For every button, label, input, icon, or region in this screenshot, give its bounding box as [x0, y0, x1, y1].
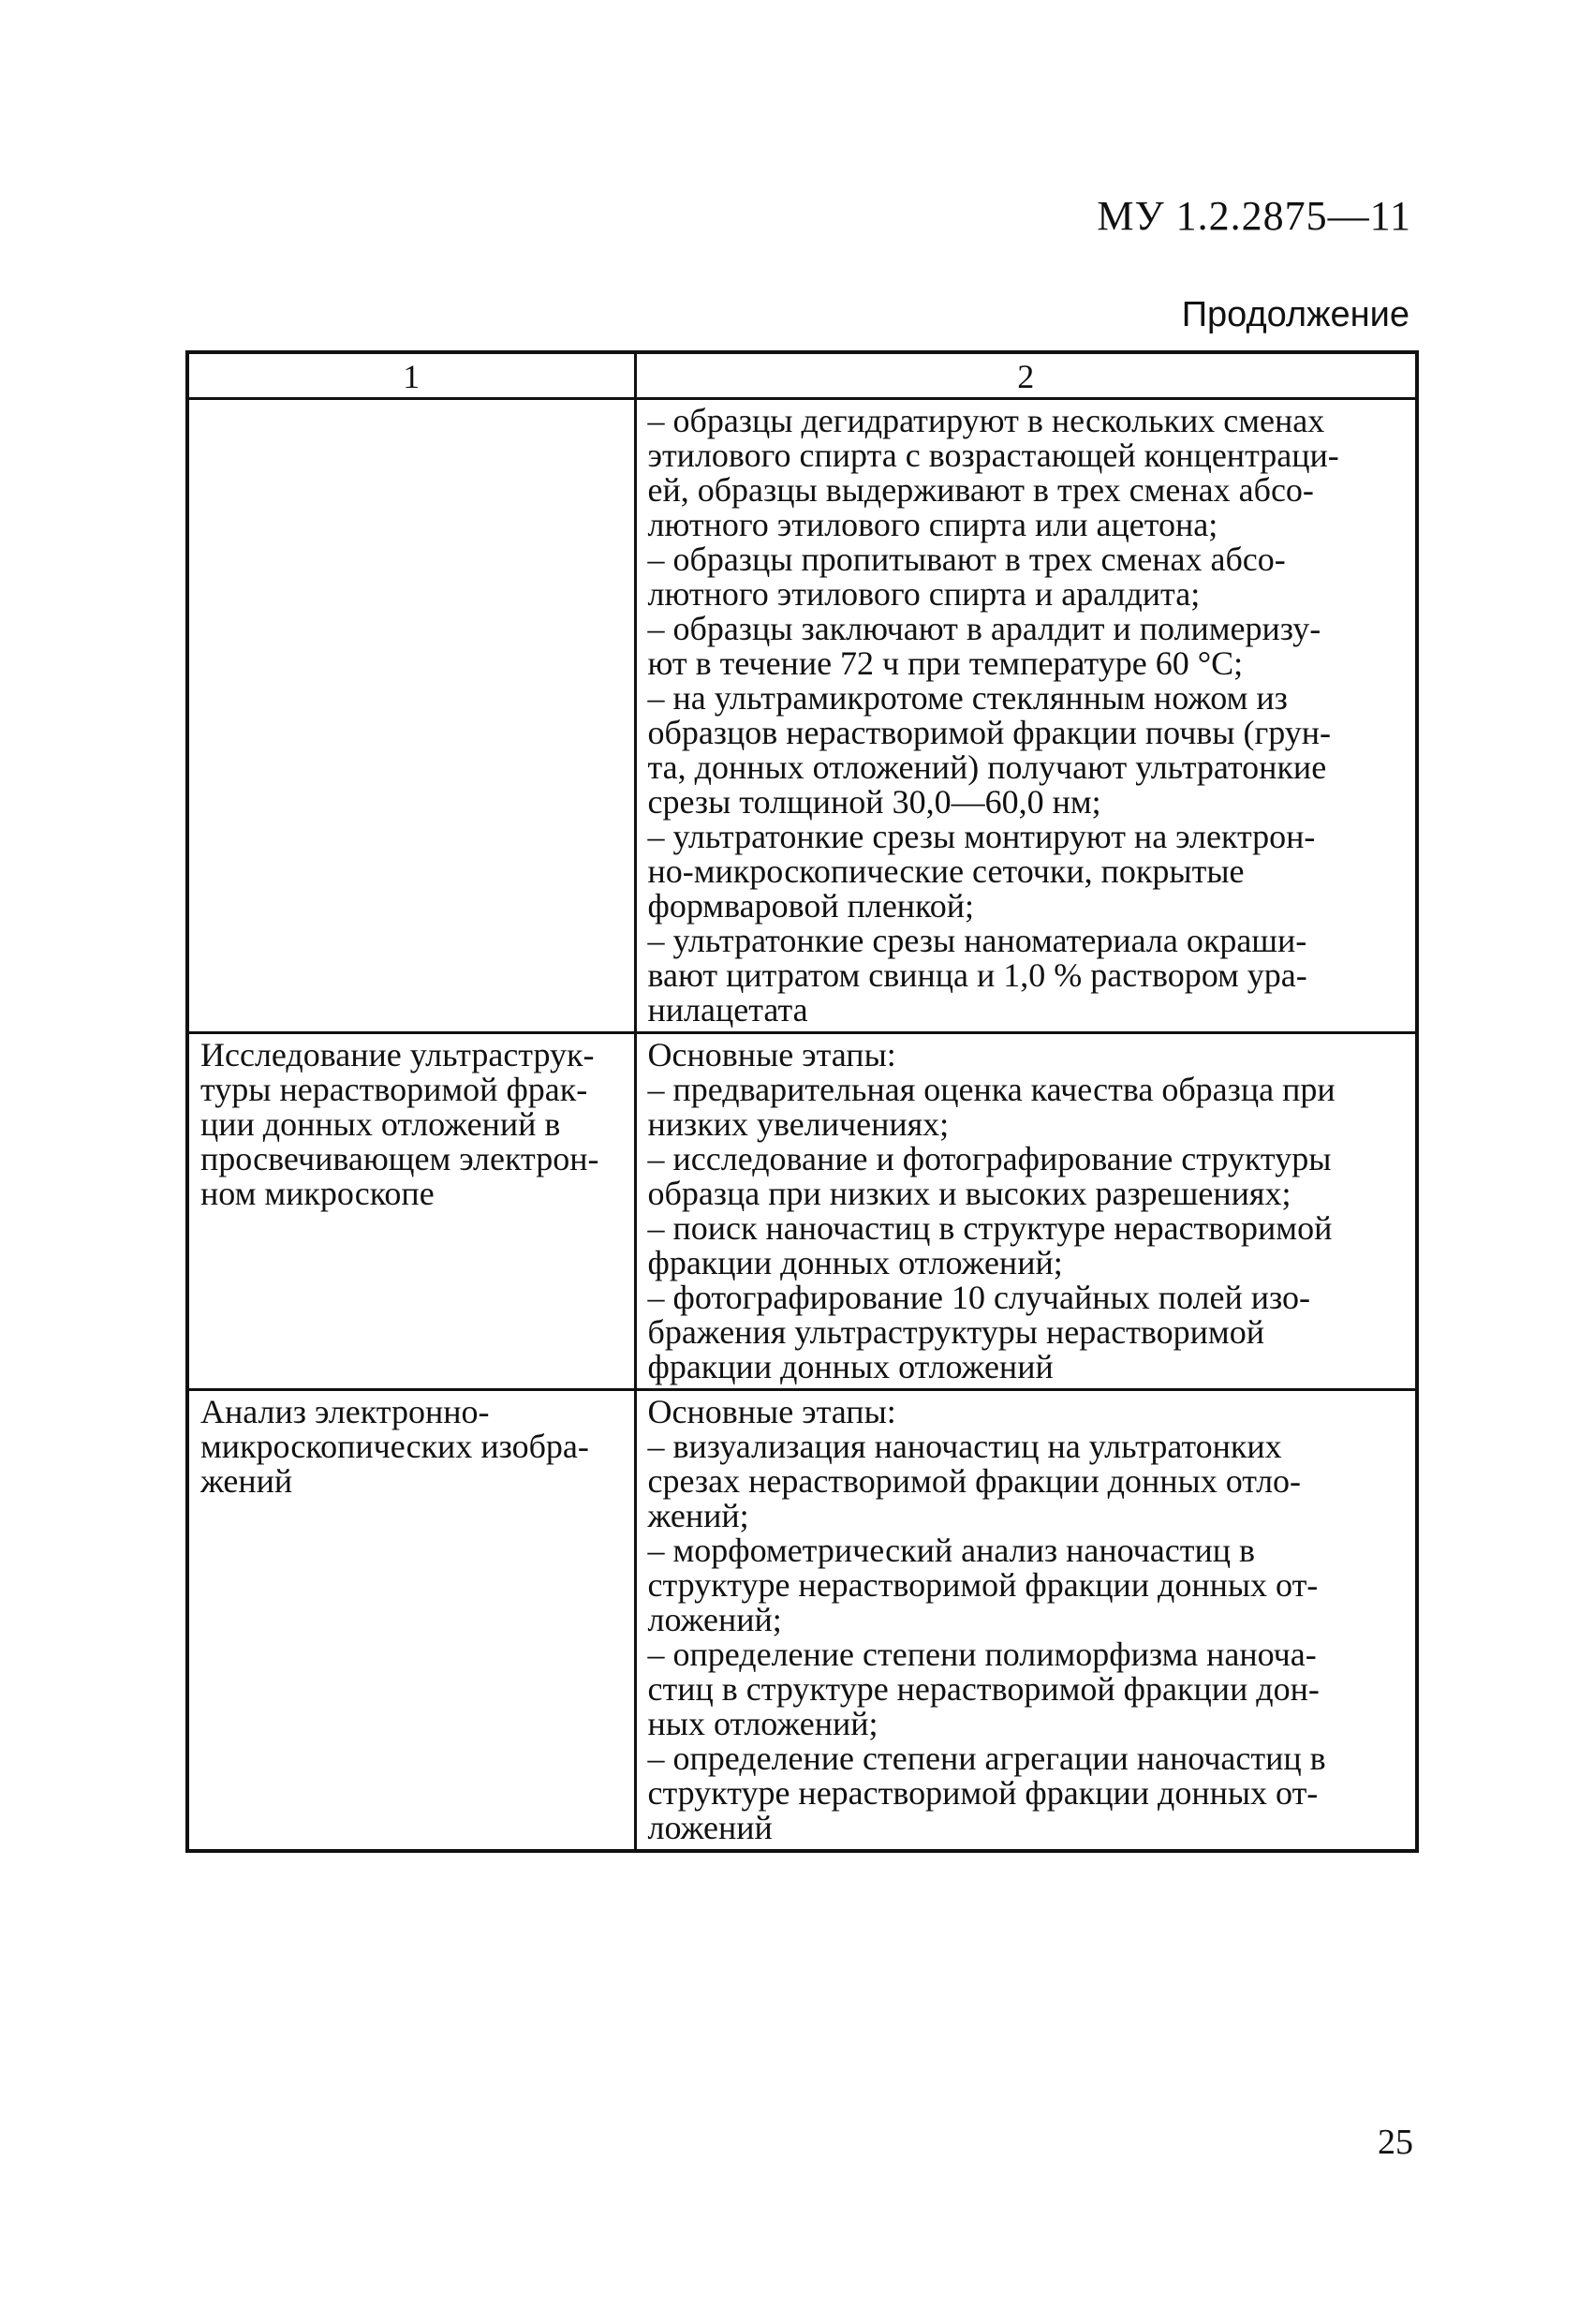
cell-text-line: – образцы пропитывают в трех сменах абсо-	[647, 540, 1286, 578]
cell-text-line: лютного этилового спирта или ацетона;	[647, 506, 1218, 543]
cell-text-line: лютного этилового спирта и аралдита;	[647, 575, 1201, 613]
cell-text-line: – фотографирование 10 случайных полей изо-	[647, 1279, 1310, 1316]
cell-text-line: этилового спирта с возрастающей концентраци-	[647, 437, 1339, 474]
cell-text-line: формваровой пленкой;	[647, 887, 974, 925]
cell-text-line: фракции донных отложений;	[647, 1244, 1063, 1281]
cell-text-line: фракции донных отложений	[647, 1348, 1054, 1385]
cell-text-line: Анализ электронно-	[200, 1393, 490, 1430]
procedure-table	[185, 350, 1419, 1853]
cell-text-line: – образцы дегидратируют в нескольких сменах	[647, 402, 1325, 439]
cell-text-line: – морфометрический анализ наночастиц в	[647, 1532, 1255, 1569]
row-3-steps-cell	[635, 1390, 1417, 1852]
cell-text-line: стиц в структуре нерастворимой фракции дон-	[647, 1670, 1320, 1708]
cell-text-line: микроскопических изобра-	[200, 1428, 589, 1465]
cell-text-line: структуре нерастворимой фракции донных от-	[647, 1774, 1319, 1812]
cell-text-line: Исследование ультраструк-	[200, 1036, 595, 1073]
cell-text-line: – исследование и фотографирование структуры	[647, 1140, 1332, 1177]
cell-text-line: ных отложений;	[647, 1705, 878, 1742]
table-header-row	[187, 352, 1417, 399]
cell-text-line: – образцы заключают в аралдит и полимеризу-	[647, 610, 1321, 647]
cell-text-line: Основные этапы:	[647, 1393, 896, 1430]
row-1-stage-cell	[187, 399, 635, 1033]
cell-text-line: структуре нерастворимой фракции донных от-	[647, 1566, 1319, 1604]
cell-text-line: та, донных отложений) получают ультратонкие	[647, 748, 1327, 786]
table-row	[187, 1390, 1417, 1852]
cell-text-line: ции донных отложений в	[200, 1105, 561, 1143]
document-code: МУ 1.2.2875—11	[1097, 193, 1411, 239]
cell-text-line: ют в течение 72 ч при температуре 60 °С;	[647, 644, 1244, 682]
cell-text-line: – визуализация наночастиц на ультратонких	[647, 1428, 1282, 1465]
cell-text-line: – ультратонкие срезы монтируют на электрон-	[647, 818, 1316, 855]
column-header-2: 2	[635, 352, 1417, 399]
cell-text-line: вают цитратом свинца и 1,0 % раствором ура-	[647, 956, 1307, 994]
cell-text-line: ложений	[647, 1809, 773, 1846]
row-3-stage-cell	[187, 1390, 635, 1852]
row-2-stage-cell	[187, 1033, 635, 1390]
cell-text-line: туры нерастворимой фрак-	[200, 1071, 588, 1108]
cell-text-line: бражения ультраструктуры нерастворимой	[647, 1313, 1264, 1351]
cell-text-line: – на ультрамикротоме стеклянным ножом из	[647, 679, 1288, 717]
cell-text-line: жений;	[647, 1497, 749, 1534]
cell-text-line: нилацетата	[647, 991, 808, 1029]
cell-text-line: – определение степени агрегации наночастиц в	[647, 1739, 1326, 1777]
continuation-label: Продолжение	[1181, 295, 1410, 334]
cell-text-line: Основные этапы:	[647, 1036, 896, 1073]
table-row	[187, 399, 1417, 1033]
cell-text-line: – предварительная оценка качества образца при	[647, 1071, 1336, 1108]
cell-text-line: срезы толщиной 30,0—60,0 нм;	[647, 783, 1101, 821]
cell-text-line: низких увеличениях;	[647, 1105, 950, 1143]
row-1-steps-cell	[635, 399, 1417, 1033]
cell-text-line: ложений;	[647, 1601, 782, 1638]
cell-text-line: срезах нерастворимой фракции донных отло-	[647, 1462, 1302, 1500]
column-header-1: 1	[187, 352, 635, 399]
row-2-steps-cell	[635, 1033, 1417, 1390]
cell-text-line: ном микроскопе	[200, 1175, 435, 1212]
cell-text-line: образцов нерастворимой фракции почвы (грун-	[647, 714, 1332, 751]
cell-text-line: образца при низких и высоких разрешениях;	[647, 1175, 1291, 1212]
cell-text-line: – ультратонкие срезы наноматериала окраши-	[647, 922, 1307, 959]
cell-text-line: но-микроскопические сеточки, покрытые	[647, 852, 1245, 890]
cell-text-line: – поиск наночастиц в структуре нерастворимой	[647, 1209, 1333, 1247]
cell-text-line: – определение степени полиморфизма наноча-	[647, 1636, 1317, 1673]
cell-text-line: ей, образцы выдерживают в трех сменах абсо-	[647, 471, 1314, 509]
cell-text-line: жений	[200, 1462, 293, 1500]
cell-text-line: просвечивающем электрон-	[200, 1140, 599, 1177]
table-row	[187, 1033, 1417, 1390]
page-number: 25	[1378, 2123, 1413, 2162]
